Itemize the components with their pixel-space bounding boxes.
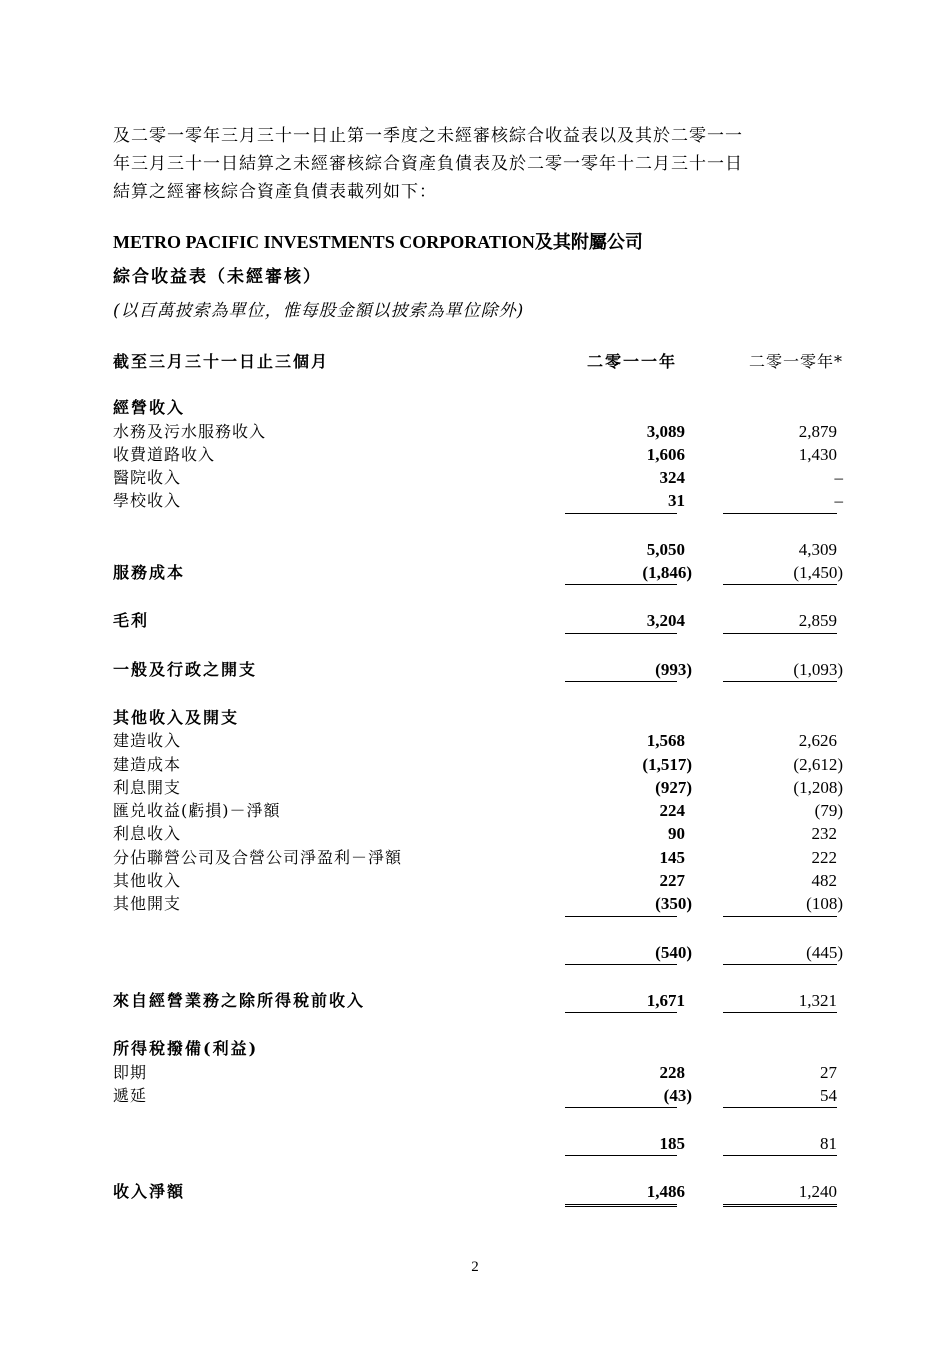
row-label: 毛利 [113, 611, 150, 631]
row-label: 一般及行政之開支 [113, 659, 258, 679]
value-2011: (927) [655, 777, 692, 797]
revenue-heading: 經營收入 [113, 398, 186, 418]
value-2011: 5,050 [646, 539, 685, 559]
company-title: METRO PACIFIC INVESTMENTS CORPORATION及其附屬公司 [113, 232, 643, 252]
table-row [113, 1061, 843, 1084]
table-row [113, 941, 843, 964]
value-2011: 3,089 [646, 421, 685, 441]
row-label: 利息開支 [113, 777, 182, 797]
value-2011: (1,846) [642, 563, 692, 583]
value-2010: 1,430 [798, 444, 837, 464]
value-2011: 90 [668, 824, 685, 844]
period-label: 截至三月三十一日止三個月 [113, 352, 330, 371]
table-header [113, 350, 843, 373]
table-row [113, 729, 843, 752]
row-label: 建造收入 [113, 731, 182, 751]
value-2010: 4,309 [798, 539, 837, 559]
value-2011: 185 [659, 1134, 685, 1154]
table-row [113, 561, 843, 584]
unit-note: (以百萬披索為單位，惟每股金額以披索為單位除外) [113, 301, 525, 321]
value-2010: (1,208) [793, 777, 843, 797]
value-2011: 31 [668, 491, 685, 511]
value-2011: 324 [659, 468, 685, 488]
table-row [113, 443, 843, 466]
table-row [113, 799, 843, 822]
value-2010: 222 [811, 847, 837, 867]
page-number: 2 [471, 1259, 479, 1275]
row-label: 即期 [113, 1062, 148, 1082]
value-2010: (2,612) [793, 754, 843, 774]
value-2011: (43) [663, 1085, 692, 1105]
row-label: 服務成本 [113, 563, 186, 583]
row-label: 收入淨額 [113, 1182, 186, 1202]
table-row [113, 869, 843, 892]
table-row [113, 420, 843, 443]
section-heading [113, 1037, 843, 1060]
section-heading [113, 706, 843, 729]
table-row [113, 658, 843, 681]
value-2010: – [834, 468, 843, 488]
intro-line-3: 結算之經審核綜合資產負債表載列如下： [113, 182, 437, 202]
row-label: 分佔聯營公司及合營公司淨盈利－淨額 [113, 847, 403, 867]
value-2011: 224 [659, 801, 685, 821]
row-label: 水務及污水服務收入 [113, 421, 267, 441]
value-2011: (993) [655, 659, 692, 679]
value-2011: 228 [659, 1062, 685, 1082]
table-row [113, 989, 843, 1012]
statement-title: 綜合收益表（未經審核） [113, 267, 322, 287]
row-label: 遞延 [113, 1085, 148, 1105]
value-2011: 1,486 [646, 1182, 685, 1202]
value-2011: (540) [655, 942, 692, 962]
intro-line-1: 及二零一零年三月三十一日止第一季度之未經審核綜合收益表以及其於二零一一 [113, 126, 743, 146]
value-2010: 81 [820, 1134, 837, 1154]
table-row [113, 892, 843, 915]
value-2010: 2,626 [798, 731, 837, 751]
table-row [113, 466, 843, 489]
column-2011: 二零一一年 [586, 352, 677, 371]
value-2010: 1,240 [798, 1182, 837, 1202]
value-2010: 2,859 [798, 611, 837, 631]
row-label: 匯兑收益(虧損)－淨額 [113, 801, 281, 821]
value-2010: (79) [814, 801, 843, 821]
table-row [113, 1084, 843, 1107]
row-label: 學校收入 [113, 491, 182, 511]
table-row [113, 1132, 843, 1155]
value-2010: 482 [811, 871, 837, 891]
table-row [113, 489, 843, 512]
value-2010: (1,093) [793, 659, 843, 679]
column-2010: 二零一零年* [748, 352, 843, 371]
row-label: 其他收入 [113, 871, 182, 891]
table-row [113, 846, 843, 869]
value-2010: (445) [806, 942, 843, 962]
value-2010: 1,321 [798, 990, 837, 1010]
value-2011: (350) [655, 894, 692, 914]
value-2010: 2,879 [798, 421, 837, 441]
row-label: 其他開支 [113, 894, 182, 914]
value-2010: 27 [820, 1062, 837, 1082]
value-2010: – [834, 491, 843, 511]
table-row [113, 1180, 843, 1203]
other-heading: 其他收入及開支 [113, 707, 240, 727]
intro-line-2: 年三月三十一日結算之未經審核綜合資產負債表及於二零一零年十二月三十一日 [113, 154, 743, 174]
income-statement-table [113, 350, 843, 1204]
value-2011: 1,671 [646, 990, 685, 1010]
table-row [113, 822, 843, 845]
table-row [113, 538, 843, 561]
section-heading [113, 396, 843, 419]
tax-heading: 所得稅撥備(利益) [113, 1039, 259, 1059]
value-2011: 1,568 [646, 731, 685, 751]
value-2010: (1,450) [793, 563, 843, 583]
intro-paragraph [113, 122, 843, 206]
value-2010: 232 [811, 824, 837, 844]
row-label: 利息收入 [113, 824, 182, 844]
table-row [113, 753, 843, 776]
value-2010: 54 [820, 1085, 837, 1105]
value-2011: 1,606 [646, 444, 685, 464]
value-2011: (1,517) [642, 754, 692, 774]
value-2010: (108) [806, 894, 843, 914]
table-row [113, 609, 843, 632]
row-label: 建造成本 [113, 754, 182, 774]
row-label: 來自經營業務之除所得稅前收入 [113, 990, 366, 1010]
value-2011: 145 [659, 847, 685, 867]
row-label: 醫院收入 [113, 468, 182, 488]
table-row [113, 776, 843, 799]
value-2011: 3,204 [646, 611, 685, 631]
value-2011: 227 [659, 871, 685, 891]
row-label: 收費道路收入 [113, 444, 216, 464]
